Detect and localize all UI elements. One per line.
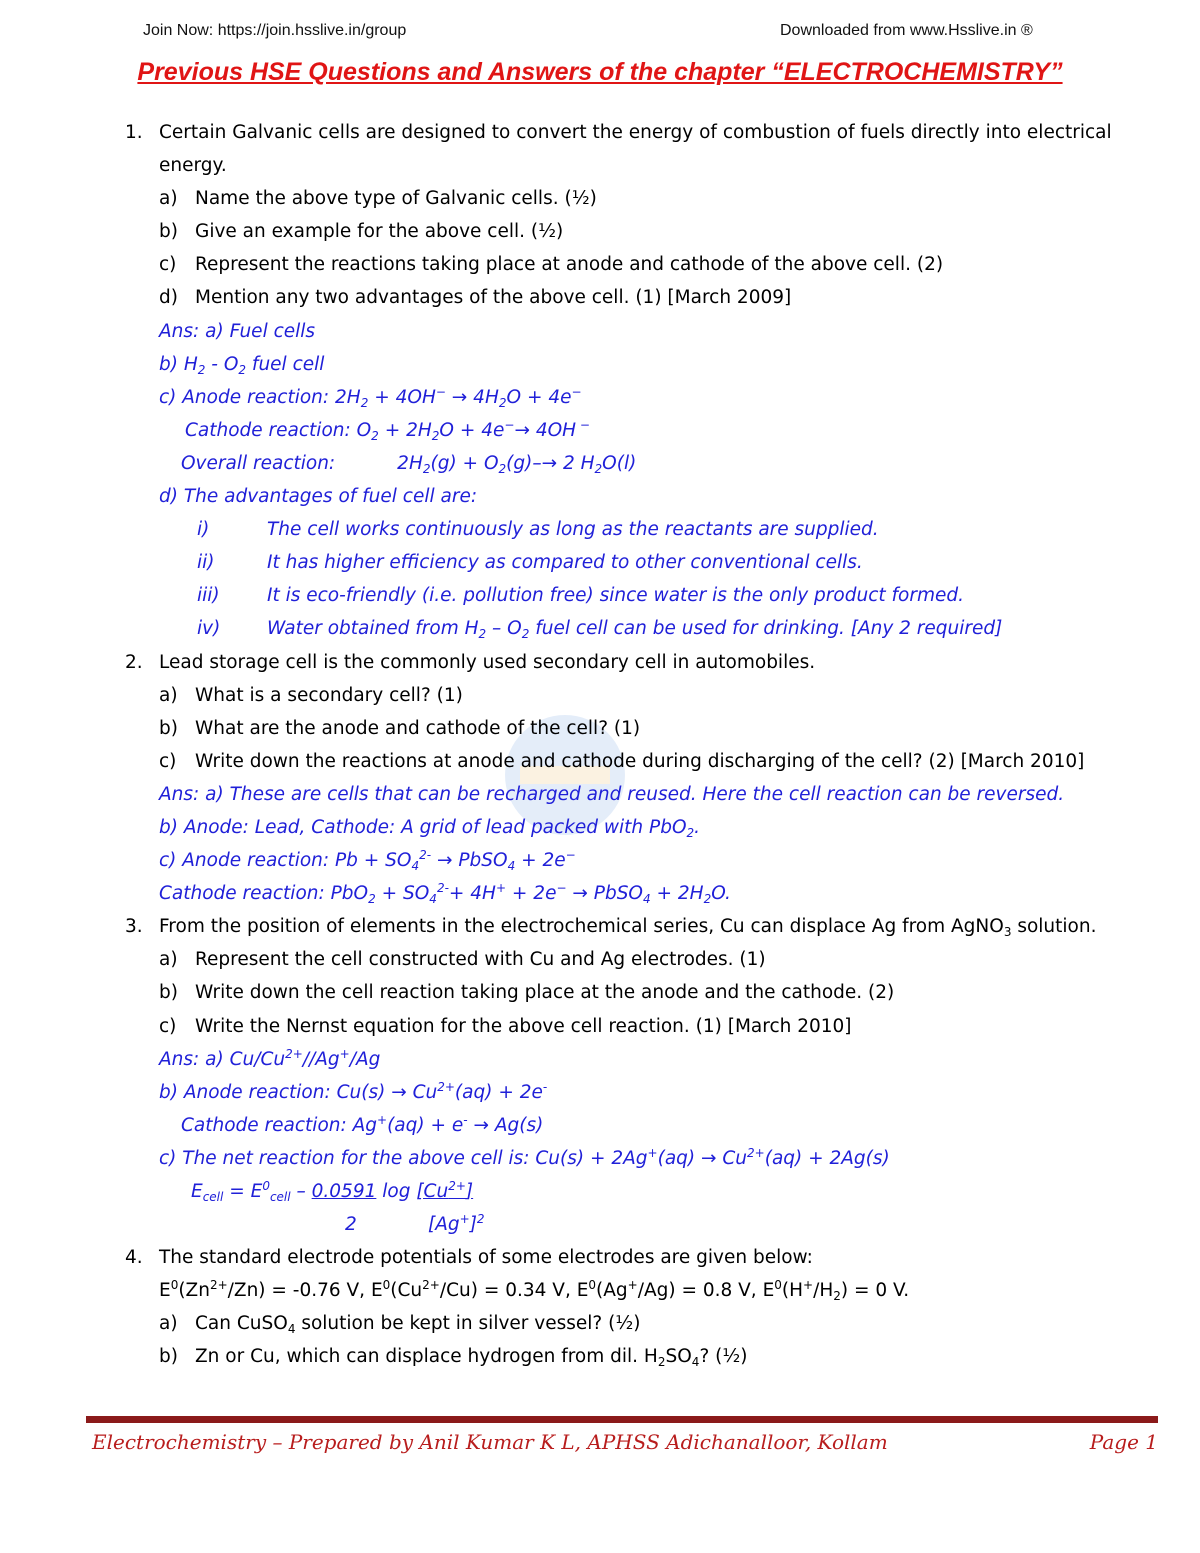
answer-c-overall: Overall reaction: $2H_2(g) + O_2(g)-\to 2$ $H_2O(l)$ — [181, 452, 637, 476]
nernst-equation: $E_{cell} = E^0_{cell} - 0.0591$ $\log [Cu^{2+}]$ — [191, 1179, 474, 1204]
answer-c-anode: c) Anode reaction: $2H_2 + 4OH^- \to 4H_2O + 4e^-$ — [159, 384, 582, 410]
advantage-item: i) The cell works continuously as long as the reactants are supplied. — [197, 519, 879, 541]
sub-question-c: c) Write down the reactions at anode and cathode during discharging of the cell? (2) [March 2010] — [159, 750, 1085, 772]
footer-divider — [86, 1416, 1158, 1423]
answer-a: Ans: a) $Cu/Cu^{2+}//Ag^+/Ag$ — [159, 1046, 381, 1070]
sub-question-a: a) Name the above type of Galvanic cells. (½) — [159, 188, 597, 210]
question-text: Certain Galvanic cells are designed to convert the energy of combustion of fuels directly into electrical — [159, 122, 1112, 143]
answer-d: d) The advantages of fuel cell are: — [159, 486, 478, 508]
answer-a: Ans: a) These are cells that can be recharged and reused. Here the cell reaction can be reversed. — [159, 783, 1065, 805]
answer-c: c) The net reaction for the above cell is: $Cu(s) + 2Ag^+(aq) \to Cu^{2+}(aq) + 2Ag(s)$ — [159, 1145, 890, 1169]
answer-b-anode: b) Anode reaction: $Cu(s) \to Cu^{2+}(aq) + 2e^-$ — [159, 1079, 548, 1103]
answer-c-cathode: Cathode reaction: $PbO_2 + SO_4^{2-}+ 4H^+ + 2e^-$ → PbSO$_4$ + $2H_2O$. — [159, 881, 731, 907]
sub-question-b: b) What are the anode and cathode of the cell? (1) — [159, 717, 641, 739]
sub-question-a: a) What is a secondary cell? (1) — [159, 684, 463, 706]
question-4: 4. The standard electrode potentials of some electrodes are given below: — [125, 1247, 813, 1269]
sub-question-b: b) Write down the cell reaction taking place at the anode and the cathode. (2) — [159, 982, 895, 1004]
footer-credit: Electrochemistry – Prepared by Anil Kumar K L, APHSS Adichanalloor, Kollam — [92, 1430, 888, 1454]
header-join-link[interactable]: Join Now: https://join.hsslive.in/group — [143, 22, 407, 39]
answer-b: b) Anode: Lead, Cathode: A grid of lead packed with PbO$_2$. — [159, 816, 701, 840]
question-3: 3. From the position of elements in the electrochemical series, Cu can displace Ag from AgNO$_3$ solution. — [125, 916, 1097, 940]
nernst-denominator: 2 $[Ag^+]^2$ — [345, 1212, 485, 1236]
question-content — [125, 116, 1165, 1374]
electrode-potentials: $E^0(Zn^{2+}/Zn) = -0.76$ V, $E^0(Cu^{2+}/Cu) = 0.34$ V, $E^0(Ag^+/Ag) = 0.8$ V, $E^0(H^+/H_2) = 0$ V. — [159, 1278, 910, 1304]
answer-b: b) $H_2 - O_2$ fuel cell — [159, 353, 325, 377]
page-footer — [92, 1430, 1158, 1454]
sub-question-c: c) Represent the reactions taking place at anode and cathode of the above cell. (2) — [159, 254, 944, 276]
question-number: 1. — [125, 122, 143, 143]
sub-question-c: c) Write the Nernst equation for the above cell reaction. (1) [March 2010] — [159, 1015, 852, 1037]
header-download-source: Downloaded from www.Hsslive.in ® — [780, 22, 1033, 39]
advantage-item: iv) Water obtained from $H_2 - O_2$ fuel cell can be used for drinking. [Any 2 required] — [197, 618, 1003, 642]
sub-question-b: b) Give an example for the above cell. (½) — [159, 221, 564, 243]
answer-b-cathode: Cathode reaction: Ag+(aq) + e- → Ag(s) — [181, 1112, 544, 1136]
answer-a: Ans: a) Fuel cells — [159, 320, 316, 342]
page-number: Page 1 — [1089, 1430, 1158, 1454]
question-2: 2. Lead storage cell is the commonly used secondary cell in automobiles. — [125, 651, 816, 673]
advantage-item: ii) It has higher efficiency as compared to other conventional cells. — [197, 552, 863, 574]
sub-question-d: d) Mention any two advantages of the above cell. (1) [March 2009] — [159, 287, 792, 309]
sub-question-b: b) Zn or Cu, which can displace hydrogen from dil. $H_2SO_4$? (½) — [159, 1346, 748, 1370]
page-title: Previous HSE Questions and Answers of the chapter “ELECTROCHEMISTRY” — [137, 58, 1063, 86]
advantage-item: iii) It is eco-friendly (i.e. pollution free) since water is the only product formed. — [197, 585, 964, 607]
question-text-cont: energy. — [159, 155, 227, 177]
sub-question-a: a) Can CuSO$_4$ solution be kept in silver vessel? (½) — [159, 1313, 641, 1337]
answer-c-cathode: Cathode reaction: $O_2 + 2H_2O + 4e^-\to 4OH$ − — [185, 417, 590, 443]
question-1 — [125, 116, 1165, 149]
sub-question-a: a) Represent the cell constructed with Cu and Ag electrodes. (1) — [159, 949, 766, 971]
answer-c-anode: c) Anode reaction: $Pb + SO_4^{2-}$ → PbSO$_4$ + 2e− — [159, 848, 576, 874]
